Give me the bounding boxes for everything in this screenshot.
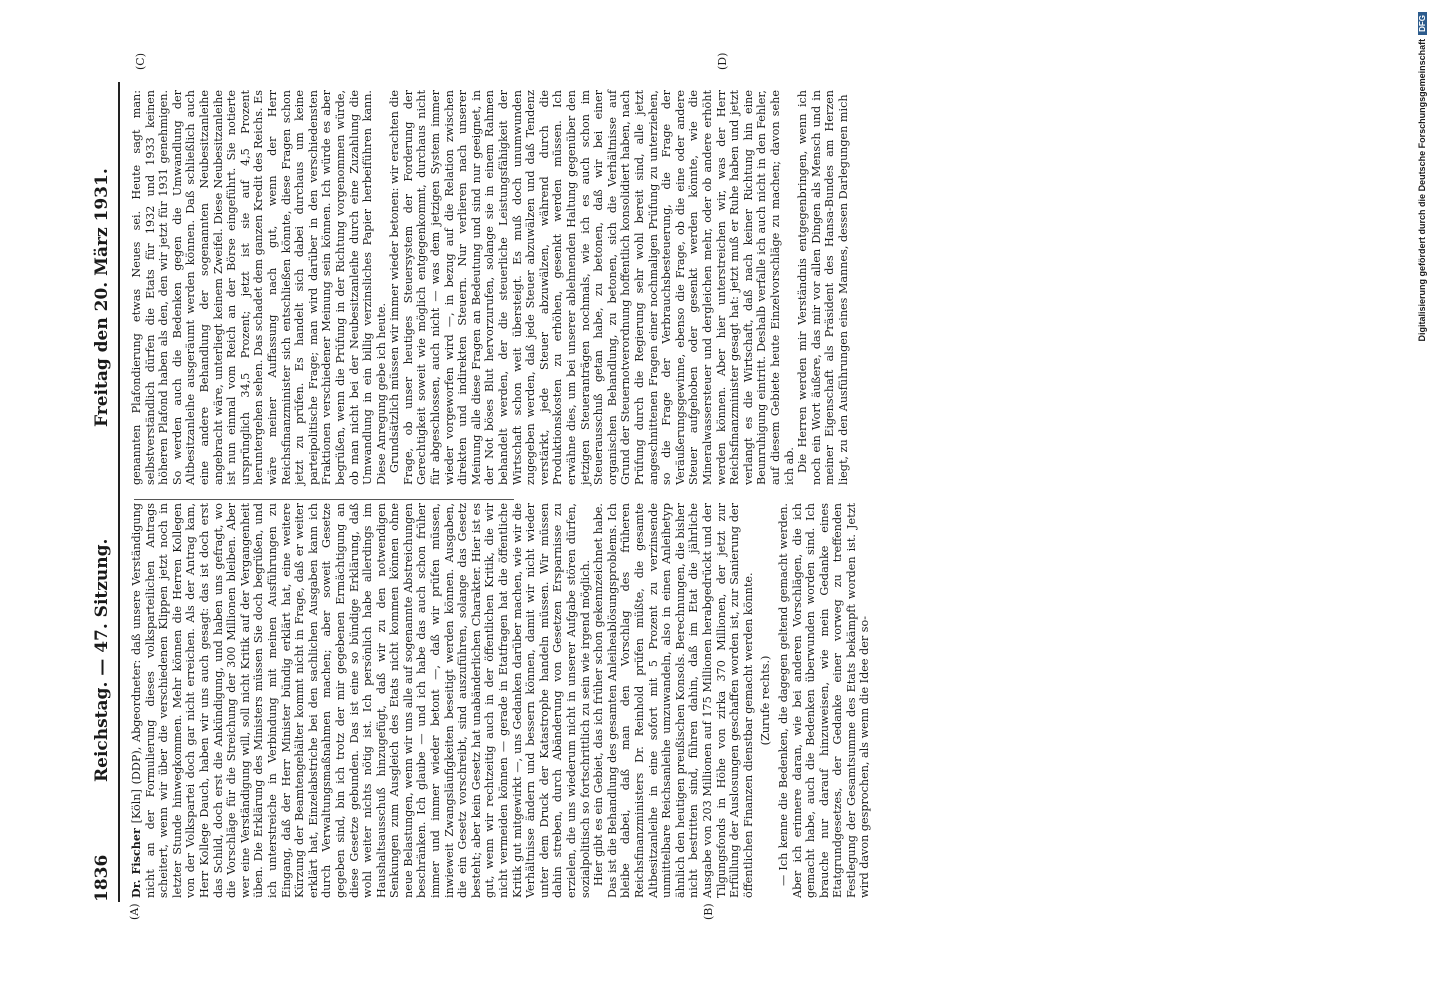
paragraph: genannten Plafondierung etwas Neues sei. Heute sagt man: selbstverständlich dürfen die Etats für 1932 und 1933 keinen höheren Plafond haben als den, den wir jetzt für 1931 genehmigen. So werden auch die Bedenken gegen die Umwandlung der Altbesitzanleihe ausgeräumt werden können. Daß schließlich auch eine andere Behandlung der sogenannten Neubesitzanleihe angebracht wäre, unterliegt keinem Zweifel. Diese Neubesitzanleihe ist nun einmal vom Reich an der Börse eingeführt. Sie notierte ursprünglich 34,5 Prozent; jetzt ist sie auf 4,5 Prozent heruntergehen sehen. Das schadet dem ganzen Kredit des Reichs. Es wäre meiner Auffassung nach gut, wenn der Herr Reichsfinanzminister sich entschließen könnte, diese Fragen schon jetzt zu prüfen. Es handelt sich dabei durchaus um keine parteipolitische Frage; man wird darüber in den verschiedensten Fraktionen verschiedener Meinung sein können. Ich würde es aber begrüßen, wenn die Prüfung in der Richtung vorgenommen würde, ob man nicht bei der Neubesitzanleihe durch eine Zuzahlung die Umwandlung in ein billig verzinsliches Papier herbeiführen kann. Diese Anregung gebe ich heute. (130, 90, 388, 485)
speaker-affiliation: [Köln] (DDP), Abgeordneter: (130, 659, 143, 824)
paragraph: — Ich kenne die Bedenken, die dagegen geltend gemacht werden. Aber ich erinnere daran, wie bei anderen Vorschlägen, die ich gemacht habe, auch die Bedenken überwunden worden sind. Ich brauche nur darauf hinzuweisen, wie mein Gedanke eines Etatgrundgesetzes, der Gedanke einer vorweg zu treffenden Festlegung der Gesamtsumme des Etats bekämpft worden ist. Jetzt wird davon gesprochen, als wenn die Idee der so- (776, 503, 872, 898)
margin-marker-c: (C) (134, 53, 147, 70)
speaker-name: Dr. Fischer (129, 828, 143, 898)
speaker-paragraph (130, 503, 592, 898)
margin-marker-a: (A) (128, 903, 141, 920)
credit-text: Digitalisierung gefördert durch die Deutsche Forschungsgemeinschaft (1417, 38, 1427, 342)
left-text-column (129, 503, 872, 898)
paragraph: daß unsere Verständigung nicht an der Formulierung dieses volksparteilichen Antrags scheitert, wenn wir über die verschiedenen Klippen jetzt noch in letzter Stunde hinwegkommen. Mehr können die Herren Kollegen von der Volkspartei doch gar nicht erreichen. Als der Antrag kam, Herr Kollege Dauch, haben wir uns auch gesagt: das ist doch erst das Schild, doch erst die Ankündigung, und haben uns gefragt, wo die Vorschläge für die Streichung der 300 Millionen bleiben. Aber wer eine Verständigung will, soll nicht Kritik auf der Vergangenheit üben. Die Erklärung des Ministers müssen Sie doch begrüßen, und ich unterstreiche in Verbindung mit meinen Ausführungen zu Eingang, daß der Herr Minister bündig erklärt hat, eine weitere Kürzung der Beamtengehälter kommt nicht in Frage, daß er weiter erklärt hat, Einzelabstriche bei den sachlichen Ausgaben kann ich durch Verwaltungsmaßnahmen machen; aber soweit Gesetze gegeben sind, bin ich trotz der mir gegebenen Ermächtigung an diese Gesetze gebunden. Das ist eine so bündige Erklärung, daß wohl weiter nichts nötig ist. Ich persönlich habe allerdings im Haushaltsausschuß hinzugefügt, daß wir zu den notwendigen Senkungen zum Ausgleich des Etats nicht kommen können ohne neue Belastungen, wenn wir uns alle auf sogenannte Abstreichungen beschränken. Ich glaube — und ich habe das auch schon früher immer und immer wieder betont —, daß wir prüfen müssen, inwieweit Zwangsläufigkeiten beseitigt werden können. Ausgaben, die ein Gesetz vorschreibt, sind auszuführen, solange das Gesetz besteht; aber kein Gesetz hat unabänderlichen Charakter. Hier ist es gut, wenn wir rechtzeitig auch in der öffentlichen Kritik, die wir nicht vermeiden können — gerade in Etatfragen hat die öffentliche Kritik gut mitgewirkt —, uns Gedanken darüber machen, wie wir die Verhältnisse ändern und bessern können, damit wir nicht wieder unter dem Druck der Katastrophe handeln müssen. Wir müssen dahin streben, durch Abänderung von Gesetzen Ersparnisse zu erzielen, die uns wiederum nicht in unserer Aufgabe stören dürfen, sozialpolitisch so fortschrittlich zu sein wie irgend möglich. (130, 503, 592, 898)
margin-marker-d: (D) (716, 52, 729, 70)
session-date: Freitag den 20. März 1931. (92, 168, 112, 427)
header-rule (118, 82, 120, 902)
page-header (88, 82, 118, 902)
dfg-logo: DFG (1418, 12, 1427, 35)
right-text-column (130, 90, 850, 485)
paragraph: Hier gibt es ein Gebiet, das ich früher schon gekennzeichnet habe. Das ist die Behandlung des gesamten Anleiheablösungsproblems. Ich bleibe dabei, daß man den Vorschlag des früheren Reichsfinanzministers Dr. Reinhold prüfen müßte, die gesamte Altbesitzanleihe in eine sofort mit 5 Prozent zu verzinsende unmittelbare Reichsanleihe umzuwandeln, also in einen Anleihetyp ähnlich den heutigen preußischen Konsols. Berechnungen, die bisher nicht bestritten sind, führen dahin, daß im Etat die jährliche Ausgabe von 203 Millionen auf 175 Millionen herabgedrückt und der Tilgungsfonds in Höhe von zirka 370 Millionen, der jetzt zur Erfüllung der Auslosungen geschaffen worden ist, zur Sanierung der öffentlichen Finanzen dienstbar gemacht werden könnte. (592, 503, 755, 898)
interjection: (Zurufe rechts.) (759, 655, 773, 746)
paragraph: Die Herren werden mir Verständnis entgegenbringen, wenn ich noch ein Wort äußere, das mir vor allen Dingen als Mensch und in meiner Eigenschaft als Präsident des Hansa-Bundes am Herzen liegt, zu den Ausführungen eines Mannes, dessen Darlegungen mich (796, 90, 850, 485)
margin-marker-b: (B) (702, 903, 715, 920)
column-divider (134, 499, 514, 500)
session-title: Reichstag. — 47. Sitzung. (92, 538, 112, 782)
page-number: 1836 (92, 854, 112, 902)
digitization-credit (1410, 8, 1430, 988)
paragraph: Grundsätzlich müssen wir immer wieder betonen: wir erachten die Frage, ob unser heutiges Steuersystem der Forderung der Gerechtigkeit soweit wie möglich entgegenkommt, durchaus nicht für abgeschlossen, auch nicht — was dem jetzigen System immer wieder vorgeworfen wird —, in bezug auf die Relation zwischen direkten und indirekten Steuern. Nur verlieren nach unserer Meinung alle diese Fragen an Bedeutung und sind nur geeignet, in der Not böses Blut hervorzurufen, solange sie in einem Rahmen behandelt werden, der die steuerliche Leistungsfähigkeit der Wirtschaft schon weit übersteigt. Es muß doch unumwunden zugegeben werden, daß jede Steuer abzuwälzen und daß Tendenz verstärkt, jede Steuer abzuwälzen, während durch die Produktionskosten zu erhöhen, gesenkt werden müssen. Ich erwähne dies, um bei unserer ablehnenden Haltung gegenüber den jetzigen Steueranträgen nochmals, wie ich es auch schon im Steuerausschuß getan habe, zu betonen, daß wir bei einer organischen Behandlung, zu betonen, sich die Verhältnisse auf Grund der Steuernotverordnung hoffentlich konsolidiert haben, nach Prüfung durch die Regierung sehr wohl bereit sind, alle jetzt angeschnittenen Fragen einer nochmaligen Prüfung zu unterziehen, so die Frage der Verbrauchsbesteuerung, die Frage der Veräußerungsgewinne, ebenso die Frage, ob die eine oder andere Steuer aufgehoben oder gesenkt werden könnte, wie die Mineralwassersteuer und dergleichen mehr, oder ob andere erhöht werden können. Aber hier unterstreichen wir, was der Herr Reichsfinanzminister gesagt hat: jetzt muß er Ruhe haben und jetzt verlangt es die Wirtschaft, daß nach keiner Richtung hin eine Beunruhigung eintritt. Deshalb verfalle ich auch nicht in den Fehler, auf diesem Gebiete heute Einzelvorschläge zu machen; davon sehe ich ab. (388, 90, 796, 485)
